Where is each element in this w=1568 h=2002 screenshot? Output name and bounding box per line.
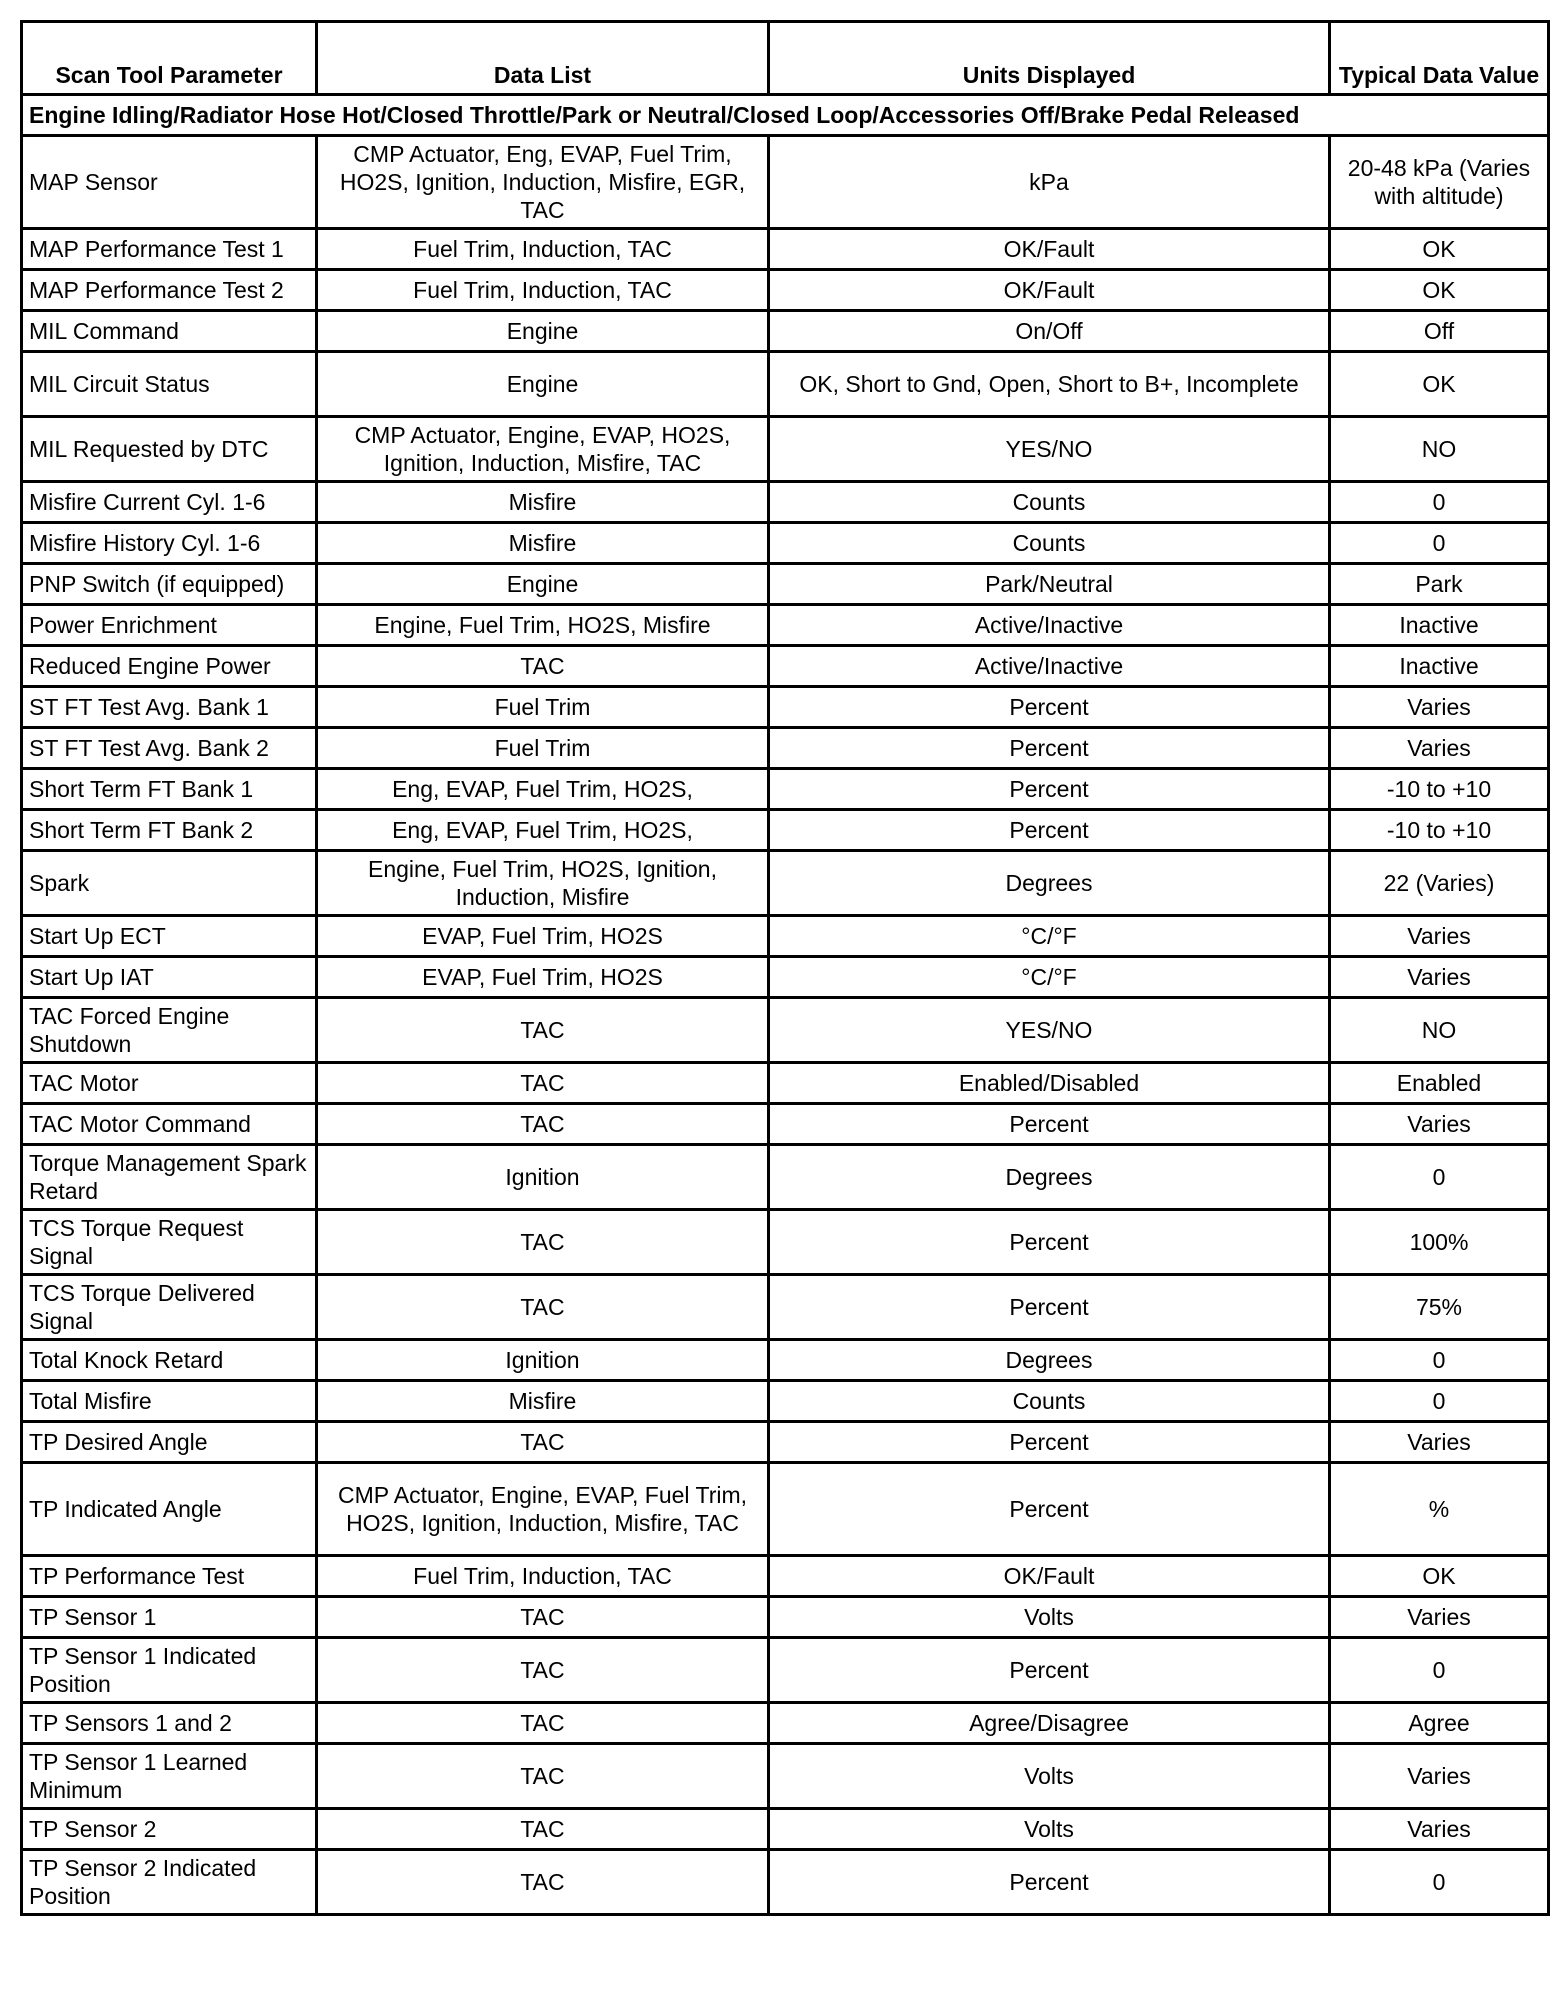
cell-units-displayed: kPa <box>769 136 1330 229</box>
table-row <box>22 687 1549 728</box>
cell-data-list: Fuel Trim, Induction, TAC <box>317 270 769 311</box>
table-row <box>22 1381 1549 1422</box>
cell-units-displayed: Park/Neutral <box>769 564 1330 605</box>
cell-scan-tool-parameter: Power Enrichment <box>22 605 317 646</box>
condition-row <box>22 95 1549 136</box>
table-row <box>22 352 1549 417</box>
table-row <box>22 482 1549 523</box>
cell-units-displayed: Agree/Disagree <box>769 1703 1330 1744</box>
cell-units-displayed: Enabled/Disabled <box>769 1063 1330 1104</box>
cell-data-list: TAC <box>317 1744 769 1809</box>
cell-scan-tool-parameter: TP Performance Test <box>22 1556 317 1597</box>
cell-typical-value: % <box>1330 1463 1549 1556</box>
header-units-displayed: Units Displayed <box>769 22 1330 95</box>
cell-units-displayed: Counts <box>769 1381 1330 1422</box>
table-row <box>22 1104 1549 1145</box>
table-row <box>22 728 1549 769</box>
cell-units-displayed: Percent <box>769 728 1330 769</box>
cell-typical-value: Varies <box>1330 1744 1549 1809</box>
table-row <box>22 564 1549 605</box>
cell-data-list: TAC <box>317 1809 769 1850</box>
cell-scan-tool-parameter: ST FT Test Avg. Bank 1 <box>22 687 317 728</box>
cell-data-list: CMP Actuator, Eng, EVAP, Fuel Trim, HO2S, Ignition, Induction, Misfire, EGR, TAC <box>317 136 769 229</box>
cell-typical-value: 0 <box>1330 1850 1549 1915</box>
cell-typical-value: NO <box>1330 998 1549 1063</box>
cell-scan-tool-parameter: MAP Performance Test 2 <box>22 270 317 311</box>
cell-scan-tool-parameter: MAP Performance Test 1 <box>22 229 317 270</box>
cell-scan-tool-parameter: ST FT Test Avg. Bank 2 <box>22 728 317 769</box>
cell-typical-value: OK <box>1330 352 1549 417</box>
table-row <box>22 1597 1549 1638</box>
cell-scan-tool-parameter: Start Up IAT <box>22 957 317 998</box>
cell-units-displayed: Volts <box>769 1597 1330 1638</box>
cell-typical-value: Inactive <box>1330 646 1549 687</box>
cell-scan-tool-parameter: Short Term FT Bank 1 <box>22 769 317 810</box>
cell-typical-value: OK <box>1330 229 1549 270</box>
cell-data-list: Fuel Trim, Induction, TAC <box>317 1556 769 1597</box>
cell-data-list: TAC <box>317 1638 769 1703</box>
table-row <box>22 646 1549 687</box>
table-row <box>22 1703 1549 1744</box>
cell-typical-value: Varies <box>1330 1104 1549 1145</box>
table-row <box>22 769 1549 810</box>
cell-scan-tool-parameter: PNP Switch (if equipped) <box>22 564 317 605</box>
cell-typical-value: -10 to +10 <box>1330 769 1549 810</box>
cell-scan-tool-parameter: TP Sensor 1 Indicated Position <box>22 1638 317 1703</box>
cell-scan-tool-parameter: MIL Requested by DTC <box>22 417 317 482</box>
cell-scan-tool-parameter: TP Sensors 1 and 2 <box>22 1703 317 1744</box>
cell-scan-tool-parameter: Reduced Engine Power <box>22 646 317 687</box>
cell-typical-value: 75% <box>1330 1275 1549 1340</box>
cell-data-list: EVAP, Fuel Trim, HO2S <box>317 957 769 998</box>
cell-units-displayed: Percent <box>769 1422 1330 1463</box>
cell-scan-tool-parameter: TP Sensor 1 Learned Minimum <box>22 1744 317 1809</box>
cell-data-list: EVAP, Fuel Trim, HO2S <box>317 916 769 957</box>
cell-scan-tool-parameter: Short Term FT Bank 2 <box>22 810 317 851</box>
cell-units-displayed: Percent <box>769 1210 1330 1275</box>
cell-scan-tool-parameter: TAC Motor <box>22 1063 317 1104</box>
cell-typical-value: 0 <box>1330 1381 1549 1422</box>
cell-scan-tool-parameter: TP Sensor 2 Indicated Position <box>22 1850 317 1915</box>
cell-typical-value: 0 <box>1330 1145 1549 1210</box>
table-row <box>22 957 1549 998</box>
cell-data-list: Engine <box>317 564 769 605</box>
cell-data-list: TAC <box>317 1104 769 1145</box>
table-row <box>22 136 1549 229</box>
cell-data-list: Ignition <box>317 1340 769 1381</box>
cell-units-displayed: Percent <box>769 769 1330 810</box>
table-row <box>22 998 1549 1063</box>
cell-units-displayed: Active/Inactive <box>769 646 1330 687</box>
cell-units-displayed: Percent <box>769 687 1330 728</box>
cell-data-list: Eng, EVAP, Fuel Trim, HO2S, <box>317 810 769 851</box>
cell-data-list: Eng, EVAP, Fuel Trim, HO2S, <box>317 769 769 810</box>
header-row <box>22 22 1549 95</box>
cell-typical-value: 0 <box>1330 1638 1549 1703</box>
table-row <box>22 810 1549 851</box>
cell-scan-tool-parameter: Spark <box>22 851 317 916</box>
table-row <box>22 916 1549 957</box>
cell-units-displayed: °C/°F <box>769 957 1330 998</box>
cell-data-list: Misfire <box>317 482 769 523</box>
cell-typical-value: Varies <box>1330 728 1549 769</box>
cell-units-displayed: OK/Fault <box>769 270 1330 311</box>
table-row <box>22 605 1549 646</box>
table-row <box>22 1275 1549 1340</box>
table-row <box>22 311 1549 352</box>
cell-scan-tool-parameter: MAP Sensor <box>22 136 317 229</box>
cell-data-list: Engine, Fuel Trim, HO2S, Ignition, Induction, Misfire <box>317 851 769 916</box>
cell-data-list: TAC <box>317 1275 769 1340</box>
cell-data-list: Engine <box>317 352 769 417</box>
cell-typical-value: Inactive <box>1330 605 1549 646</box>
cell-scan-tool-parameter: TAC Forced Engine Shutdown <box>22 998 317 1063</box>
cell-data-list: CMP Actuator, Engine, EVAP, Fuel Trim, HO2S, Ignition, Induction, Misfire, TAC <box>317 1463 769 1556</box>
scan-tool-data-table <box>20 20 1550 1916</box>
cell-data-list: TAC <box>317 1422 769 1463</box>
table-row <box>22 1638 1549 1703</box>
cell-data-list: TAC <box>317 1063 769 1104</box>
cell-scan-tool-parameter: Total Misfire <box>22 1381 317 1422</box>
cell-units-displayed: On/Off <box>769 311 1330 352</box>
cell-typical-value: 22 (Varies) <box>1330 851 1549 916</box>
cell-data-list: TAC <box>317 1597 769 1638</box>
header-scan-tool-parameter: Scan Tool Parameter <box>22 22 317 95</box>
cell-typical-value: NO <box>1330 417 1549 482</box>
cell-typical-value: Agree <box>1330 1703 1549 1744</box>
cell-data-list: Misfire <box>317 1381 769 1422</box>
cell-scan-tool-parameter: MIL Command <box>22 311 317 352</box>
cell-units-displayed: OK, Short to Gnd, Open, Short to B+, Incomplete <box>769 352 1330 417</box>
cell-data-list: TAC <box>317 1850 769 1915</box>
cell-typical-value: Off <box>1330 311 1549 352</box>
table-row <box>22 1340 1549 1381</box>
cell-units-displayed: Degrees <box>769 1145 1330 1210</box>
table-row <box>22 1809 1549 1850</box>
cell-scan-tool-parameter: TP Indicated Angle <box>22 1463 317 1556</box>
cell-units-displayed: Volts <box>769 1744 1330 1809</box>
cell-units-displayed: YES/NO <box>769 998 1330 1063</box>
cell-units-displayed: Counts <box>769 482 1330 523</box>
cell-typical-value: OK <box>1330 1556 1549 1597</box>
table-row <box>22 1850 1549 1915</box>
cell-data-list: TAC <box>317 1210 769 1275</box>
cell-units-displayed: Percent <box>769 810 1330 851</box>
cell-typical-value: Varies <box>1330 1422 1549 1463</box>
cell-units-displayed: Degrees <box>769 1340 1330 1381</box>
cell-data-list: Ignition <box>317 1145 769 1210</box>
cell-scan-tool-parameter: TP Sensor 1 <box>22 1597 317 1638</box>
table-row <box>22 229 1549 270</box>
cell-units-displayed: Percent <box>769 1104 1330 1145</box>
cell-data-list: TAC <box>317 646 769 687</box>
cell-typical-value: OK <box>1330 270 1549 311</box>
cell-typical-value: 100% <box>1330 1210 1549 1275</box>
table-row <box>22 1463 1549 1556</box>
header-typical-data-value: Typical Data Value <box>1330 22 1549 95</box>
cell-scan-tool-parameter: Torque Management Spark Retard <box>22 1145 317 1210</box>
cell-typical-value: Varies <box>1330 916 1549 957</box>
table-row <box>22 270 1549 311</box>
cell-typical-value: Park <box>1330 564 1549 605</box>
cell-scan-tool-parameter: Misfire Current Cyl. 1-6 <box>22 482 317 523</box>
table-row <box>22 523 1549 564</box>
cell-data-list: Engine, Fuel Trim, HO2S, Misfire <box>317 605 769 646</box>
cell-units-displayed: Counts <box>769 523 1330 564</box>
table-row <box>22 1063 1549 1104</box>
cell-data-list: Misfire <box>317 523 769 564</box>
cell-units-displayed: OK/Fault <box>769 1556 1330 1597</box>
cell-typical-value: Varies <box>1330 687 1549 728</box>
cell-data-list: Fuel Trim, Induction, TAC <box>317 229 769 270</box>
cell-typical-value: Varies <box>1330 1809 1549 1850</box>
table-row <box>22 417 1549 482</box>
cell-units-displayed: Percent <box>769 1850 1330 1915</box>
cell-data-list: CMP Actuator, Engine, EVAP, HO2S, Ignition, Induction, Misfire, TAC <box>317 417 769 482</box>
cell-typical-value: -10 to +10 <box>1330 810 1549 851</box>
cell-data-list: Engine <box>317 311 769 352</box>
cell-scan-tool-parameter: Total Knock Retard <box>22 1340 317 1381</box>
cell-typical-value: 0 <box>1330 523 1549 564</box>
header-data-list: Data List <box>317 22 769 95</box>
table-row <box>22 1556 1549 1597</box>
cell-data-list: Fuel Trim <box>317 728 769 769</box>
table-body <box>22 95 1549 1915</box>
cell-data-list: TAC <box>317 998 769 1063</box>
cell-scan-tool-parameter: TCS Torque Request Signal <box>22 1210 317 1275</box>
operating-condition: Engine Idling/Radiator Hose Hot/Closed Throttle/Park or Neutral/Closed Loop/Accessories Off/Brake Pedal Released <box>22 95 1549 136</box>
cell-units-displayed: OK/Fault <box>769 229 1330 270</box>
cell-scan-tool-parameter: MIL Circuit Status <box>22 352 317 417</box>
cell-scan-tool-parameter: TP Desired Angle <box>22 1422 317 1463</box>
table-row <box>22 1422 1549 1463</box>
cell-scan-tool-parameter: TAC Motor Command <box>22 1104 317 1145</box>
cell-units-displayed: Volts <box>769 1809 1330 1850</box>
cell-units-displayed: Percent <box>769 1463 1330 1556</box>
cell-typical-value: Varies <box>1330 1597 1549 1638</box>
cell-data-list: Fuel Trim <box>317 687 769 728</box>
cell-scan-tool-parameter: TCS Torque Delivered Signal <box>22 1275 317 1340</box>
cell-typical-value: 20-48 kPa (Varies with altitude) <box>1330 136 1549 229</box>
cell-typical-value: 0 <box>1330 482 1549 523</box>
cell-typical-value: 0 <box>1330 1340 1549 1381</box>
cell-units-displayed: Active/Inactive <box>769 605 1330 646</box>
cell-typical-value: Enabled <box>1330 1063 1549 1104</box>
cell-data-list: TAC <box>317 1703 769 1744</box>
cell-units-displayed: Degrees <box>769 851 1330 916</box>
table-row <box>22 1145 1549 1210</box>
table-row <box>22 1210 1549 1275</box>
table-row <box>22 851 1549 916</box>
cell-units-displayed: YES/NO <box>769 417 1330 482</box>
cell-units-displayed: °C/°F <box>769 916 1330 957</box>
cell-typical-value: Varies <box>1330 957 1549 998</box>
cell-scan-tool-parameter: Misfire History Cyl. 1-6 <box>22 523 317 564</box>
cell-scan-tool-parameter: Start Up ECT <box>22 916 317 957</box>
table-row <box>22 1744 1549 1809</box>
cell-units-displayed: Percent <box>769 1275 1330 1340</box>
cell-scan-tool-parameter: TP Sensor 2 <box>22 1809 317 1850</box>
cell-units-displayed: Percent <box>769 1638 1330 1703</box>
